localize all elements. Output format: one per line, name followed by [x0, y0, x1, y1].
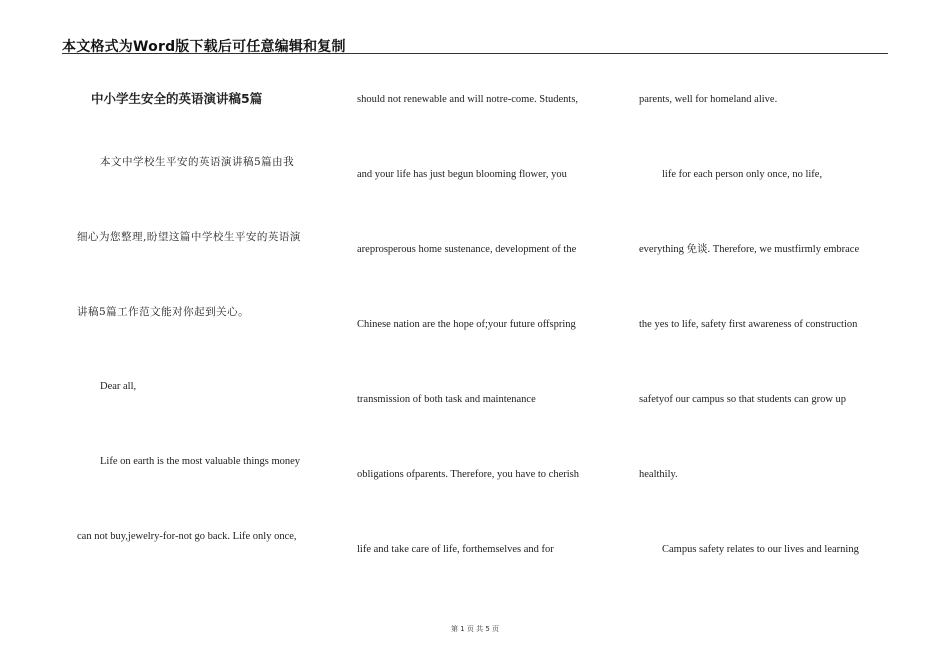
column-2-line-2: and your life has just begun blooming flower, you — [357, 169, 567, 180]
column-1-line-2: 本文中学校生平安的英语演讲稿5篇由我 — [100, 156, 295, 168]
column-2-line-1: should not renewable and will notre-come. Students, — [357, 94, 579, 105]
column-3-line-4: the yes to life, safety first awareness of construction — [639, 319, 858, 330]
column-1-line-5: Dear all, — [100, 381, 137, 392]
header-divider — [62, 53, 888, 54]
column-2-line-3: areprosperous home sustenance, development of the — [357, 244, 577, 255]
column-2-line-6: obligations ofparents. Therefore, you have to cherish — [357, 469, 579, 480]
column-1-line-6: Life on earth is the most valuable things money — [100, 456, 301, 467]
column-2-line-7: life and take care of life, forthemselves and for — [357, 544, 554, 555]
column-3-line-2: life for each person only once, no life, — [662, 169, 823, 180]
column-2-line-5: transmission of both task and maintenance — [357, 394, 536, 405]
column-3-line-6: healthily. — [639, 469, 678, 480]
document-title: 中小学生安全的英语演讲稿5篇 — [91, 91, 263, 106]
column-3-line-1: parents, well for homeland alive. — [639, 94, 778, 105]
page-header: 本文格式为Word版下载后可任意编辑和复制 — [62, 39, 346, 55]
column-2-line-4: Chinese nation are the hope of;your future offspring — [357, 319, 576, 330]
column-3-line-3: everything 免谈. Therefore, we mustfirmly embrace — [639, 244, 860, 255]
page-number: 第 1 页 共 5 页 — [450, 625, 500, 633]
column-1-line-3: 细心为您整理,盼望这篇中学校生平安的英语演 — [77, 231, 301, 243]
column-3-line-5: safetyof our campus so that students can grow up — [639, 394, 847, 405]
column-3-line-7: Campus safety relates to our lives and learning — [662, 544, 859, 555]
column-1-line-7: can not buy,jewelry-for-not go back. Life only once, — [77, 531, 297, 542]
column-1-line-4: 讲稿5篇工作范文能对你起到关心。 — [77, 306, 250, 318]
